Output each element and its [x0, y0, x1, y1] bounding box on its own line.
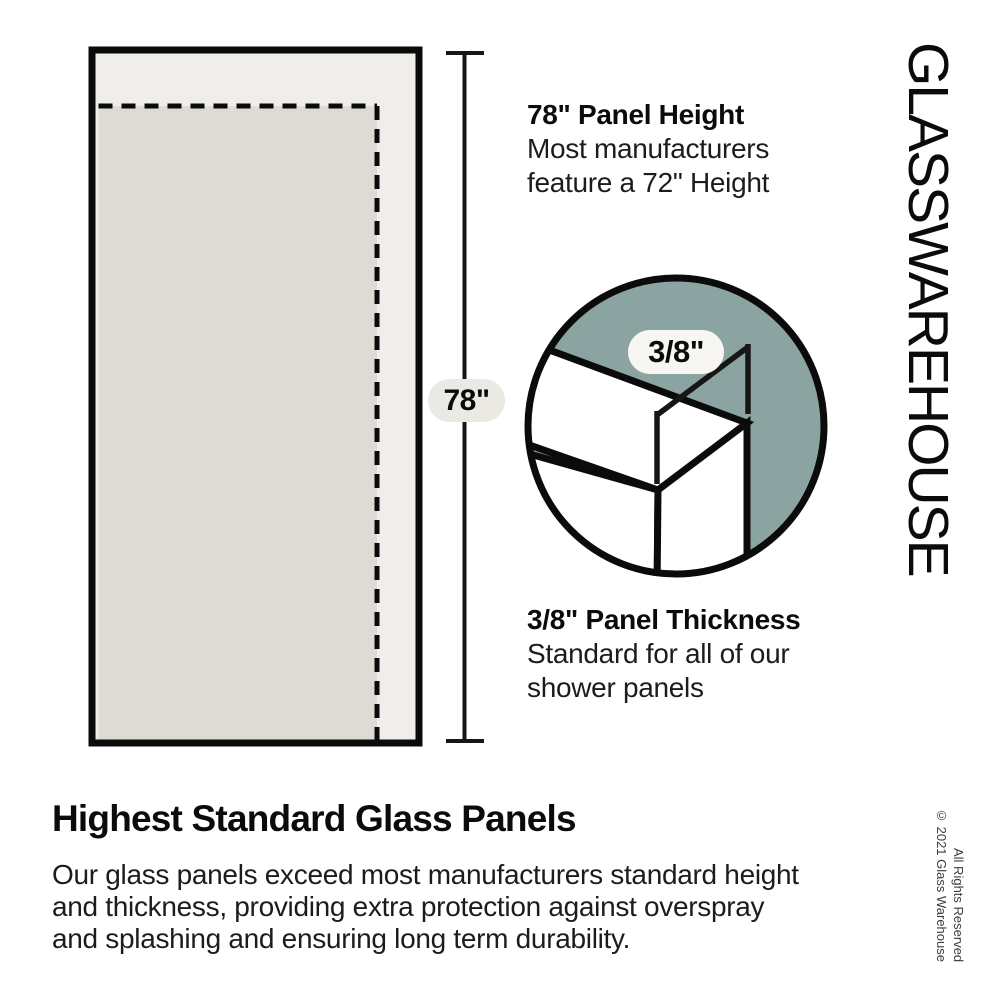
footer-paragraph-line3: and splashing and ensuring long term durability.: [52, 923, 631, 954]
thickness-annotation: [527, 603, 800, 705]
footer-paragraph-line1: Our glass panels exceed most manufacturers standard height: [52, 859, 799, 890]
thickness-annotation-line2: shower panels: [527, 672, 704, 703]
copyright-line1: © 2021 Glass Warehouse: [934, 808, 949, 962]
standard-panel-area: [99, 106, 378, 740]
copyright-line2: All Rights Reserved: [951, 847, 966, 962]
thickness-detail-circle: [515, 262, 840, 592]
brand-wordmark: GLASSWAREHOUSE: [896, 42, 960, 576]
footer-heading: Highest Standard Glass Panels: [52, 798, 576, 839]
height-annotation: [527, 98, 769, 200]
height-measurement-label: 78": [443, 383, 490, 417]
thickness-measurement-badge: [628, 330, 724, 374]
thickness-annotation-title: 3/8" Panel Thickness: [527, 604, 801, 635]
height-annotation-line2: feature a 72" Height: [527, 167, 770, 198]
copyright-notice: [933, 798, 967, 962]
thickness-annotation-line1: Standard for all of our: [527, 638, 790, 669]
height-annotation-title: 78" Panel Height: [527, 99, 744, 130]
height-measurement-badge: [428, 379, 505, 422]
height-annotation-line1: Most manufacturers: [527, 133, 770, 164]
footer-paragraph: [52, 859, 799, 955]
footer-paragraph-line2: and thickness, providing extra protection against overspray: [52, 891, 765, 922]
thickness-measurement-label: 3/8": [648, 334, 704, 369]
